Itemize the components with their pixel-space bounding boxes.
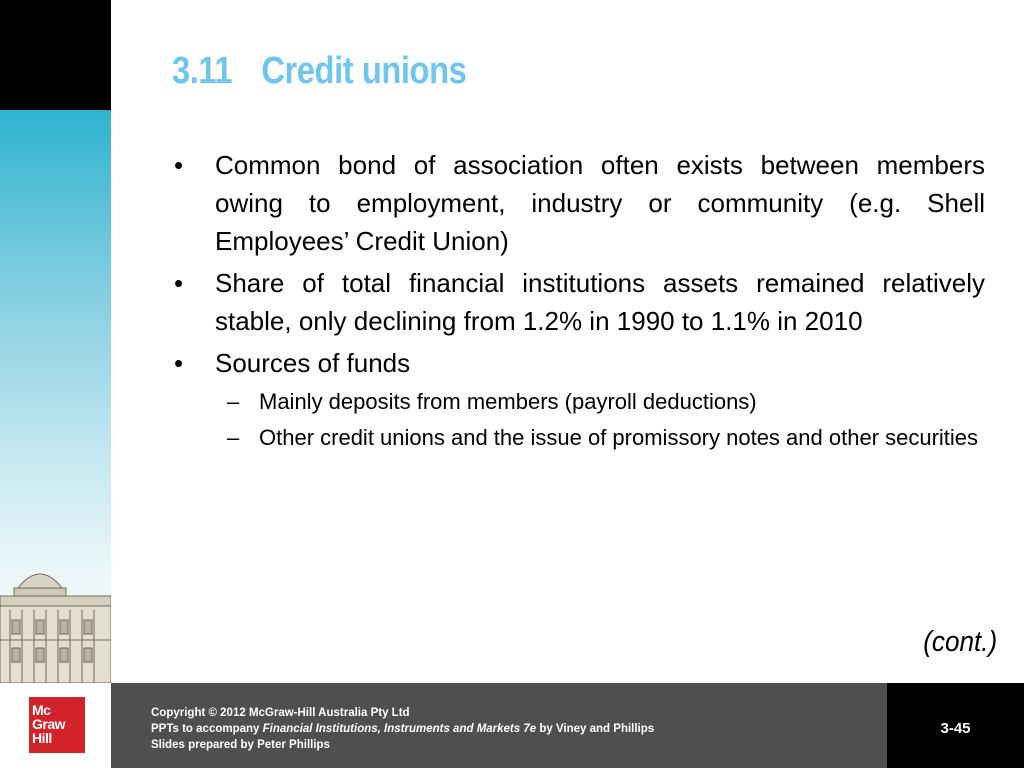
building-illustration bbox=[0, 560, 111, 683]
footer-credits bbox=[151, 705, 654, 753]
bullet-text: Sources of funds bbox=[215, 348, 411, 378]
ppt-prefix: PPTs to accompany bbox=[151, 723, 263, 735]
prepared-by-line: Slides prepared by Peter Phillips bbox=[151, 739, 330, 751]
bullet-marker: • bbox=[174, 268, 184, 298]
page-number: 3-45 bbox=[940, 720, 971, 737]
logo-line: Mc bbox=[32, 702, 51, 718]
bullet-item bbox=[172, 344, 985, 382]
sub-bullet-item bbox=[227, 386, 985, 418]
book-title: Financial Institutions, Instruments and Markets 7e bbox=[262, 723, 537, 735]
ppt-line bbox=[151, 721, 654, 737]
sub-bullet-marker: – bbox=[227, 389, 240, 414]
bullet-text: Share of total financial institutions assets remained relatively stable, only declining from 1.2% in 1990 to 1.1% in 2010 bbox=[215, 268, 985, 336]
mcgraw-hill-logo bbox=[29, 697, 85, 753]
ppt-suffix: by Viney and Phillips bbox=[536, 723, 655, 735]
sub-bullet-item bbox=[227, 422, 985, 454]
bullet-item bbox=[172, 146, 985, 260]
logo-line: Graw bbox=[32, 716, 66, 732]
bullet-item bbox=[172, 264, 985, 340]
continued-label: (cont.) bbox=[923, 626, 997, 658]
slide-title bbox=[172, 50, 466, 93]
section-number: 3.11 bbox=[172, 50, 233, 92]
sub-bullet-marker: – bbox=[227, 425, 240, 450]
bullet-text: Common bond of association often exists between members owing to employment, industry or community (e.g. Shell Employees’ Credit Union) bbox=[215, 150, 985, 256]
sub-bullet-text: Mainly deposits from members (payroll deductions) bbox=[259, 389, 757, 414]
logo-line: Hill bbox=[32, 730, 52, 746]
bullet-marker: • bbox=[174, 348, 184, 378]
sub-bullet-text: Other credit unions and the issue of promissory notes and other securities bbox=[259, 425, 979, 450]
title-text: Credit unions bbox=[261, 50, 467, 92]
left-black-block bbox=[0, 0, 111, 110]
copyright-line: Copyright © 2012 McGraw-Hill Australia Pty Ltd bbox=[151, 707, 410, 719]
bullet-marker: • bbox=[174, 150, 184, 180]
slide-body bbox=[172, 146, 985, 454]
